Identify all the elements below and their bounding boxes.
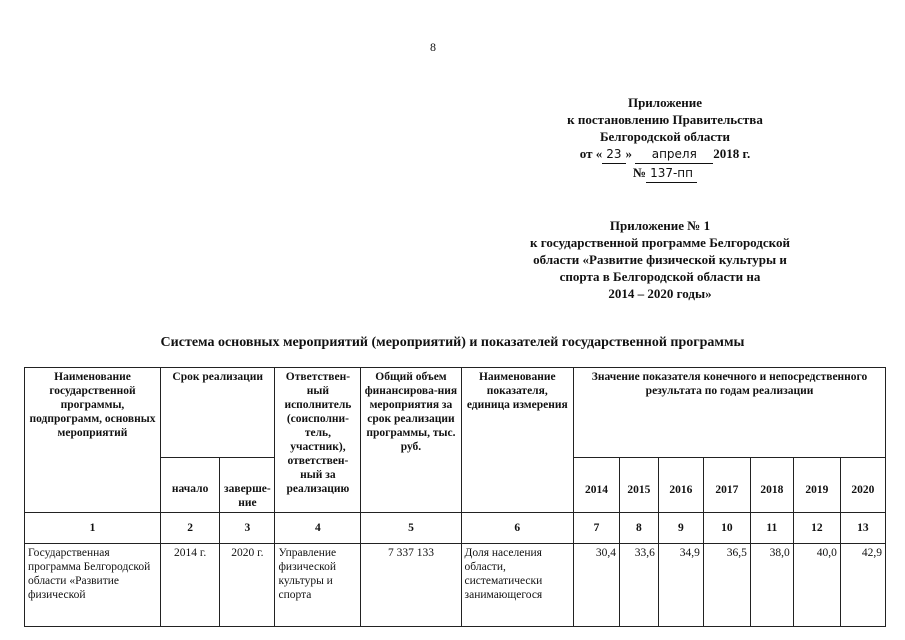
- column-number: 5: [361, 513, 461, 544]
- appendix1-line: к государственной программе Белгородской: [530, 235, 790, 250]
- appendix-date: [520, 145, 810, 164]
- column-number: 2: [160, 513, 219, 544]
- appendix1-line: области «Развитие физической культуры и: [533, 252, 787, 267]
- page-number: 8: [430, 40, 436, 54]
- column-number: 9: [658, 513, 703, 544]
- appendix-number: [520, 164, 810, 183]
- date-month: апреля: [635, 146, 713, 164]
- date-mid: »: [625, 146, 633, 161]
- header-indicator: Наименование показателя, единица измерения: [461, 368, 573, 513]
- header-year: 2017: [703, 458, 750, 513]
- appendix1-line: 2014 – 2020 годы»: [608, 286, 712, 301]
- column-number: 6: [461, 513, 573, 544]
- cell-value: 34,9: [658, 544, 703, 627]
- measures-table: [24, 367, 886, 627]
- cell-value: 40,0: [793, 544, 840, 627]
- date-prefix: от «: [579, 146, 603, 161]
- number-prefix: №: [632, 165, 647, 180]
- appendix-line: Приложение: [627, 95, 703, 110]
- resolution-appendix-block: [520, 94, 810, 183]
- program-appendix-block: [480, 217, 840, 302]
- cell-value: 36,5: [703, 544, 750, 627]
- cell-value: 38,0: [750, 544, 793, 627]
- column-number: 1: [25, 513, 161, 544]
- header-year: 2018: [750, 458, 793, 513]
- header-period: Срок реализации: [160, 368, 275, 458]
- cell-end: 2020 г.: [220, 544, 275, 627]
- date-day: 23: [602, 146, 625, 164]
- date-year: 2018 г.: [713, 146, 751, 161]
- cell-executor: Управление физической культуры и спорта: [275, 544, 361, 627]
- header-year: 2020: [840, 458, 885, 513]
- header-year: 2014: [574, 458, 620, 513]
- appendix1-line: Приложение № 1: [609, 218, 711, 233]
- appendix1-line: спорта в Белгородской области на: [559, 269, 761, 284]
- cell-start: 2014 г.: [160, 544, 219, 627]
- document-title: Система основных мероприятий (мероприятий) и показателей государственной программы: [160, 335, 745, 350]
- column-number: 13: [840, 513, 885, 544]
- column-number: 7: [574, 513, 620, 544]
- cell-value: 42,9: [840, 544, 885, 627]
- cell-value: 33,6: [620, 544, 659, 627]
- appendix-line: Белгородской области: [599, 129, 731, 144]
- header-year: 2015: [620, 458, 659, 513]
- column-number: 12: [793, 513, 840, 544]
- cell-value: 30,4: [574, 544, 620, 627]
- header-start: начало: [160, 458, 219, 513]
- header-row: [25, 368, 886, 458]
- column-number: 4: [275, 513, 361, 544]
- header-year: 2016: [658, 458, 703, 513]
- column-number: 11: [750, 513, 793, 544]
- column-number: 8: [620, 513, 659, 544]
- cell-funding: 7 337 133: [361, 544, 461, 627]
- column-number: 3: [220, 513, 275, 544]
- header-executor: Ответствен-ный исполнитель (соисполни-тель, участник), ответствен-ный за реализацию: [275, 368, 361, 513]
- header-funding: Общий объем финансирова-ния мероприятия за срок реализации программы, тыс. руб.: [361, 368, 461, 513]
- header-end: заверше-ние: [220, 458, 275, 513]
- header-year: 2019: [793, 458, 840, 513]
- column-number-row: [25, 513, 886, 544]
- appendix-line: к постановлению Правительства: [567, 112, 763, 127]
- header-values: Значение показателя конечного и непосредственного результата по годам реализации: [574, 368, 886, 458]
- cell-name: Государственная программа Белгородской области «Развитие физической: [25, 544, 161, 627]
- number-value: 137-пп: [646, 165, 697, 183]
- cell-indicator: Доля населения области, систематически занимающегося: [461, 544, 573, 627]
- header-name: Наименование государственной программы, подпрограмм, основных мероприятий: [25, 368, 161, 513]
- table-row: [25, 544, 886, 627]
- column-number: 10: [703, 513, 750, 544]
